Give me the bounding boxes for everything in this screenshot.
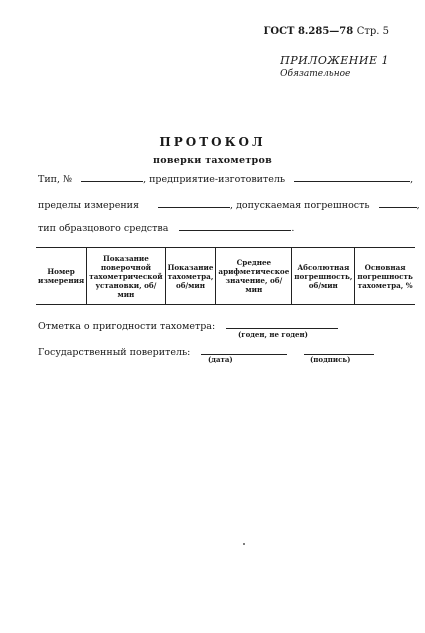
- date-hint: (дата): [208, 355, 233, 364]
- header-mean-value: Среднее арифметическое значение, об/мин: [216, 248, 292, 305]
- type-blank[interactable]: [81, 173, 143, 182]
- protocol-title: ПРОТОКОЛ: [159, 135, 266, 149]
- header-measurement-number: Номер измерения: [38, 267, 85, 285]
- type-label: Тип, №: [38, 174, 73, 185]
- table-header-row: [36, 248, 415, 305]
- document-header: [263, 26, 389, 37]
- appendix-block: [280, 54, 389, 79]
- page-speck: [243, 543, 245, 545]
- appendix-note: Обязательное: [280, 69, 351, 79]
- signature-hint: (подпись): [310, 355, 351, 364]
- verifier-label: Государственный поверитель:: [38, 347, 191, 358]
- suitability-blank[interactable]: [226, 320, 338, 329]
- protocol-table: [36, 247, 415, 305]
- appendix-title: ПРИЛОЖЕНИЕ 1: [280, 54, 389, 67]
- header-basic-error: Основная погрешность тахометра, %: [355, 248, 415, 305]
- reference-line-period: .: [291, 223, 295, 234]
- header-absolute-error: Абсолютная погрешность, об/мин: [292, 248, 355, 305]
- reference-blank[interactable]: [179, 222, 291, 231]
- range-blank[interactable]: [158, 199, 230, 208]
- manufacturer-blank[interactable]: [294, 173, 410, 182]
- error-blank[interactable]: [379, 199, 417, 208]
- suitability-hint: (годен, не годен): [238, 330, 308, 339]
- signature-blank[interactable]: [304, 346, 374, 355]
- manufacturer-label: , предприятие-изготовитель: [143, 174, 286, 185]
- protocol-subtitle: поверки тахометров: [153, 155, 272, 166]
- page-number: Стр. 5: [356, 26, 389, 37]
- header-calibration-reading: Показание поверочной тахометрической установки, об/мин: [87, 248, 165, 305]
- reference-label: тип образцового средства: [38, 223, 169, 234]
- reference-line: [38, 222, 294, 234]
- range-line: [38, 199, 420, 211]
- type-line: [38, 173, 413, 185]
- range-line-comma: ,: [416, 200, 420, 211]
- header-tachometer-reading: Показание тахометра, об/мин: [165, 248, 216, 305]
- range-label: пределы измерения: [38, 200, 140, 211]
- suitability-label: Отметка о пригодности тахометра:: [38, 321, 216, 332]
- date-blank[interactable]: [201, 346, 287, 355]
- type-line-comma: ,: [410, 174, 414, 185]
- standard-number: ГОСТ 8.285—78: [263, 26, 354, 37]
- error-label: , допускаемая погрешность: [230, 200, 370, 211]
